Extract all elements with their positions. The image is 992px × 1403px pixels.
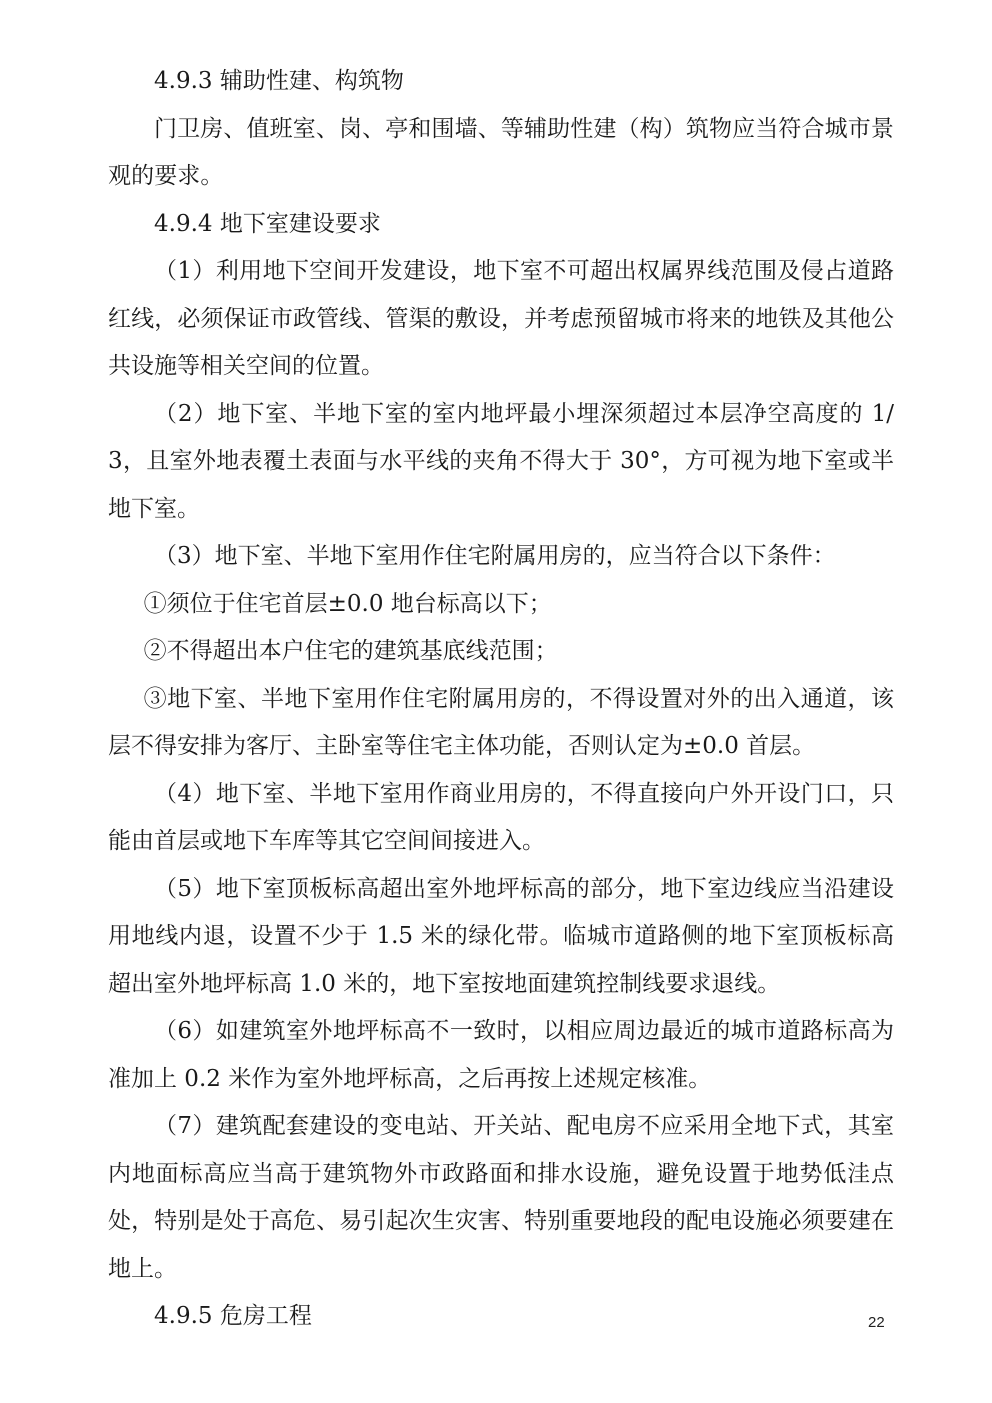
condition-2: ②不得超出本户住宅的建筑基底线范围； [143,638,558,664]
document-body [108,58,894,1341]
clause-6-ground-elevation: （6）如建筑室外地坪标高不一致时，以相应周边最近的城市道路标高为准加上 0.2 米作为室外地坪标高，之后再按上述规定核准。 [108,1018,894,1092]
section-heading-4-9-4: 4.9.4 地下室建设要求 [154,210,381,237]
section-heading-4-9-5: 4.9.5 危房工程 [154,1303,312,1329]
clause-5-roof-elevation: （5）地下室顶板标高超出室外地坪标高的部分，地下室边线应当沿建设用地线内退，设置不少于 1.5 米的绿化带。临城市道路侧的地下室顶板标高超出室外地坪标高 1.0 米的，地下室按地面建筑控制线要求退线。 [108,875,894,997]
clause-1-underground-space: （1）利用地下空间开发建设，地下室不可超出权属界线范围及侵占道路红线，必须保证市政管线、管渠的敷设，并考虑预留城市将来的地铁及其他公共设施等相关空间的位置。 [108,258,894,379]
condition-1: ①须位于住宅首层±0.0 地台标高以下； [143,590,552,617]
clause-3-residential-annex: （3）地下室、半地下室用作住宅附属用房的，应当符合以下条件： [154,543,836,569]
section-heading-4-9-3: 4.9.3 辅助性建、构筑物 [154,68,404,94]
page-number: 22 [868,1314,885,1331]
condition-3: ③地下室、半地下室用作住宅附属用房的，不得设置对外的出入通道，该层不得安排为客厅、主卧室等住宅主体功能，否则认定为±0.0 首层。 [108,685,894,759]
clause-7-substations: （7）建筑配套建设的变电站、开关站、配电房不应采用全地下式，其室内地面标高应当高于建筑物外市政路面和排水设施，避免设置于地势低洼点处，特别是处于高危、易引起次生灾害、特别重要地段的配电设施必须要建在地上。 [108,1113,894,1282]
paragraph-auxiliary-structures: 门卫房、值班室、岗、亭和围墙、等辅助性建（构）筑物应当符合城市景观的要求。 [108,115,894,189]
clause-2-basement-definition: （2）地下室、半地下室的室内地坪最小埋深须超过本层净空高度的 1/3，且室外地表覆土表面与水平线的夹角不得大于 30°，方可视为地下室或半地下室。 [108,400,894,522]
clause-4-commercial-use: （4）地下室、半地下室用作商业用房的，不得直接向户外开设门口，只能由首层或地下车库等其它空间间接进入。 [108,780,894,854]
